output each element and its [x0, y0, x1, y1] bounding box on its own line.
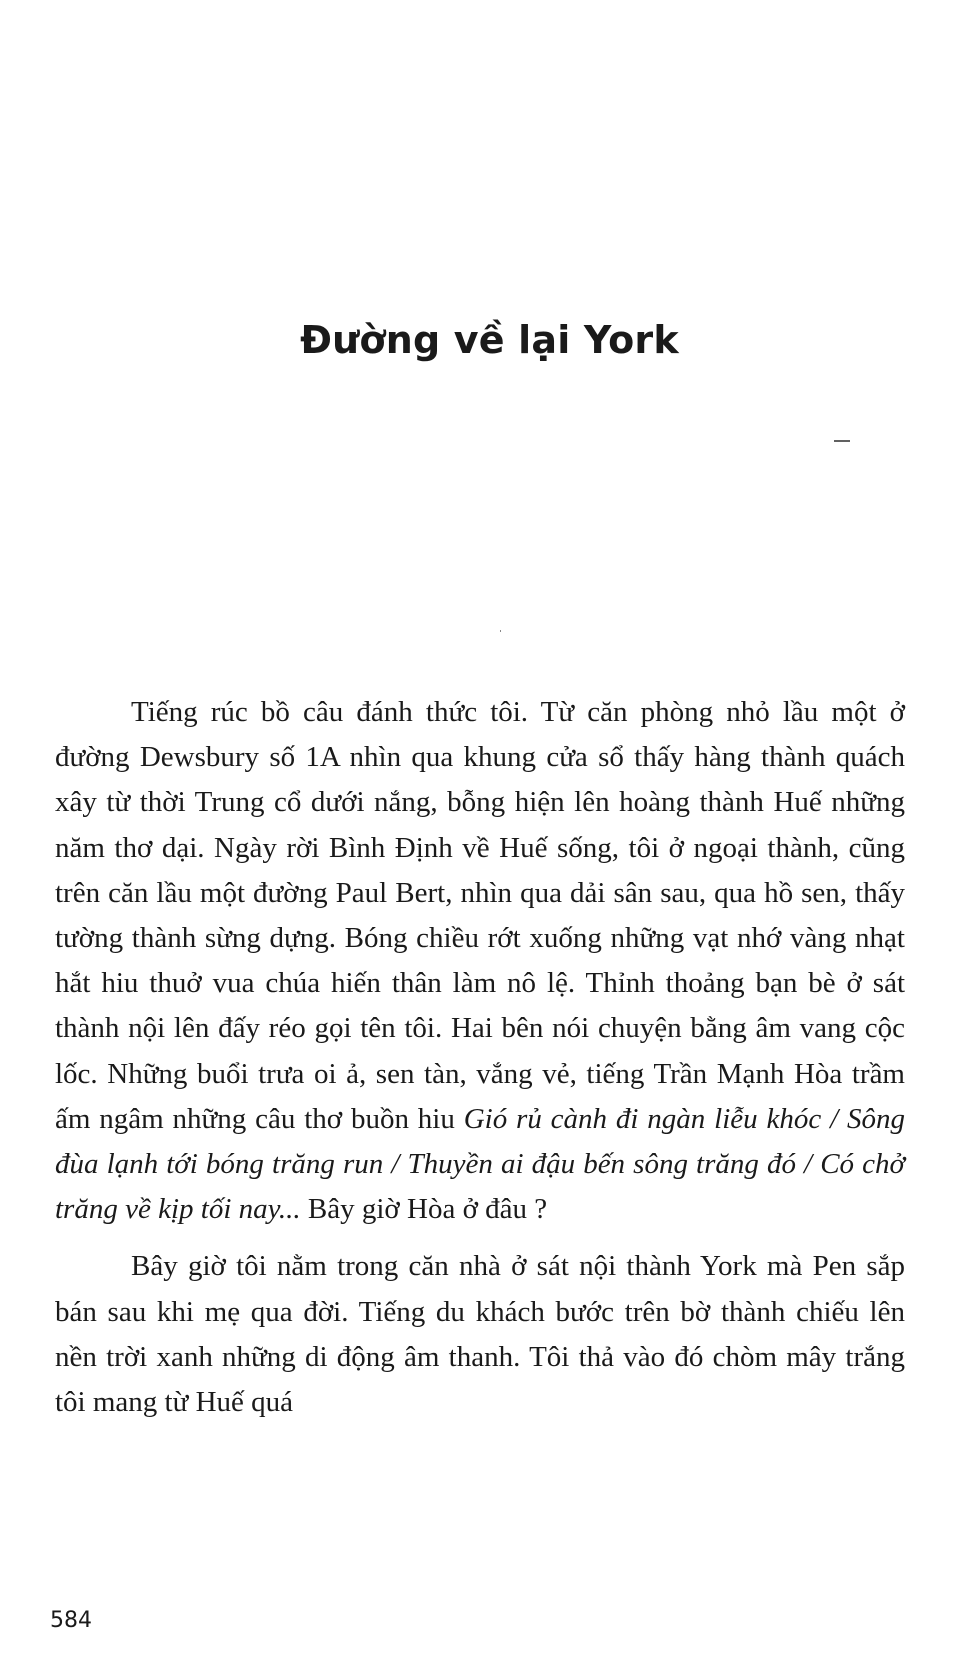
scan-artifact-dot — [500, 630, 501, 632]
paragraph-1-tail: Bây giờ Hòa ở đâu ? — [300, 1193, 548, 1226]
paragraph-2: Bây giờ tôi nằm trong căn nhà ở sát nội thành York mà Pen sắp bán sau khi mẹ qua đời. Tiếng du khách bước trên bờ thành chiếu lên nền trời xanh những di động âm thanh. Tôi thả vào đó chòm mây trắng tôi mang từ Huế quá — [55, 1250, 905, 1419]
paragraph-1-text: Tiếng rúc bồ câu đánh thức tôi. Từ căn phòng nhỏ lầu một ở đường Dewsbury số 1A nhìn qua khung cửa sổ thấy hàng thành quách xây từ thời Trung cổ dưới nắng, bỗng hiện lên hoàng thành Huế những năm thơ dại. Ngày rời Bình Định về Huế sống, tôi ở ngoại thành, cũng trên căn lầu một đường Paul Bert, nhìn qua dải sân sau, qua hồ sen, thấy tường thành sừng dựng. Bóng chiều rớt xuống những vạt nhớ vàng nhạt hắt hiu thuở vua chúa hiến thân làm nô lệ. Thỉnh thoảng bạn bè ở sát thành nội lên đấy réo gọi tên tôi. Hai bên nói chuyện bằng âm vang cộc lốc. Những buổi trưa oi ả, sen tàn, vắng vẻ, tiếng Trần Mạnh Hòa trầm ấm ngâm những câu thơ buồn hiu — [55, 696, 905, 1135]
page-number: 584 — [50, 1608, 92, 1633]
chapter-title: Đường về lại York — [300, 318, 679, 362]
scan-artifact-mark — [834, 440, 850, 442]
poem-quote: Gió rủ cành đi ngàn liễu khóc / Sông đùa lạnh tới bóng trăng run / Thuyền ai đậu bến sông trăng đó / Có chở trăng về kịp tối nay... — [55, 1102, 905, 1226]
paragraph-1 — [55, 690, 905, 1232]
body-text — [55, 690, 905, 1425]
